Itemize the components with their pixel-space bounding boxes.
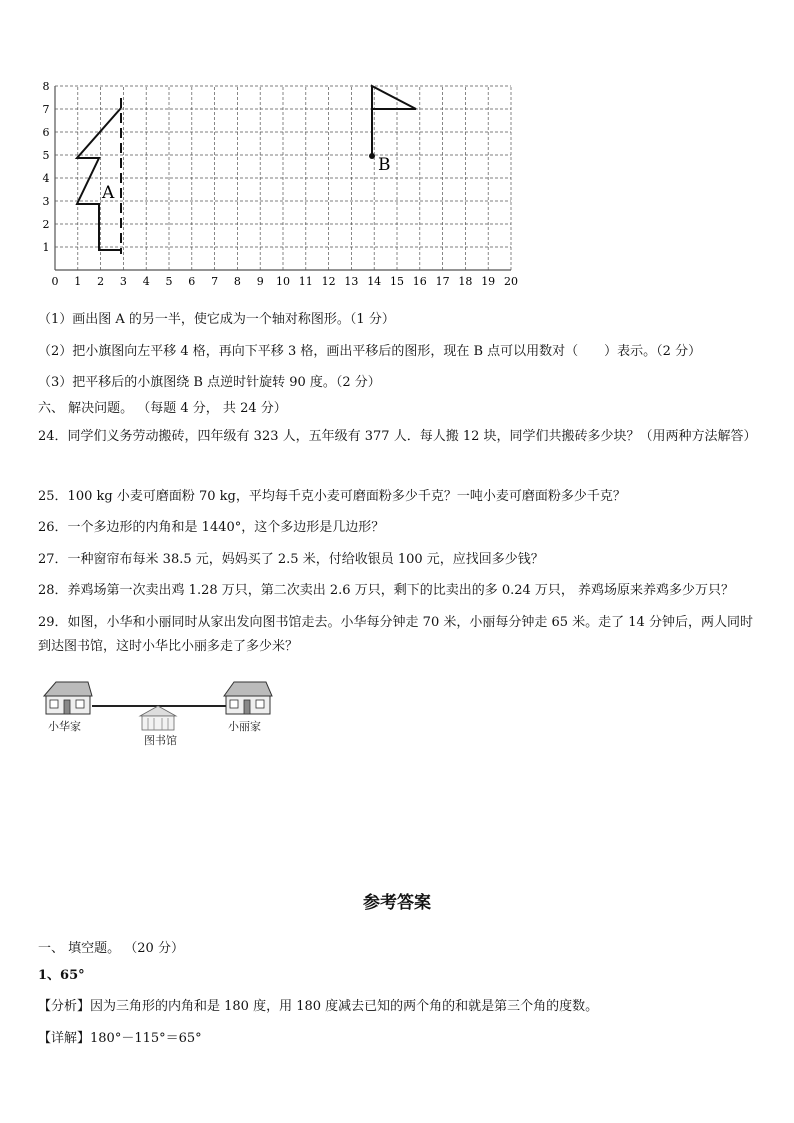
y-tick-label: 5 <box>42 149 50 162</box>
x-tick-label: 19 <box>481 275 496 288</box>
route-illustration <box>40 678 280 750</box>
problem-28: 28．养鸡场第一次卖出鸡 1.28 万只，第二次卖出 2.6 万只，剩下的比卖出的多 0.24 万只， 养鸡场原来养鸡多少万只？ <box>38 583 735 598</box>
x-tick-label: 11 <box>298 275 313 288</box>
x-tick-label: 10 <box>276 275 290 288</box>
problem-29: 29．如图，小华和小丽同时从家出发向图书馆走去。小华每分钟走 70 米，小丽每分钟走 65 米。走了 14 分钟后，两人同时到达图书馆，这时小华比小丽多走了多少米？ <box>38 615 753 654</box>
x-tick-label: 3 <box>119 275 127 288</box>
point-b-label: B <box>378 155 391 175</box>
answers-title: 参考答案 <box>363 893 431 913</box>
x-tick-label: 12 <box>321 275 336 288</box>
question-1: （1）画出图 A 的另一半，使它成为一个轴对称图形。（1 分） <box>38 312 395 327</box>
y-axis-ticks <box>43 80 50 254</box>
answer-1: 1、65° <box>38 968 85 983</box>
point-b <box>369 153 375 159</box>
house-icon-right <box>224 682 272 714</box>
house-icon-left <box>44 682 92 714</box>
label-library: 图书馆 <box>144 734 177 747</box>
x-tick-label: 20 <box>504 275 518 288</box>
x-tick-label: 5 <box>165 275 173 288</box>
flag-figure <box>372 86 416 156</box>
x-tick-label: 7 <box>211 275 219 288</box>
x-tick-label: 15 <box>390 275 404 288</box>
x-axis-ticks <box>52 275 519 288</box>
answer-1-analysis: 【分析】因为三角形的内角和是 180 度，用 180 度减去已知的两个角的和就是第三个角的度数。 <box>38 999 599 1014</box>
x-tick-label: 4 <box>142 275 150 288</box>
answers-section-1: 一、 填空题。 （20 分） <box>38 941 184 956</box>
library-icon <box>140 706 176 730</box>
y-tick-label: 4 <box>42 172 50 185</box>
x-tick-label: 16 <box>412 275 427 288</box>
question-2: （2）把小旗图向左平移 4 格，再向下平移 3 格，画出平移后的图形，现在 B 点可以用数对（ ）表示。（2 分） <box>38 344 702 359</box>
x-tick-label: 14 <box>367 275 382 288</box>
coordinate-grid <box>34 80 524 290</box>
x-tick-label: 17 <box>435 275 450 288</box>
question-3: （3）把平移后的小旗图绕 B 点逆时针旋转 90 度。（2 分） <box>38 375 381 390</box>
x-tick-label: 8 <box>233 275 241 288</box>
figure-a-label: A <box>102 183 115 203</box>
x-tick-label: 18 <box>458 275 473 288</box>
section-6-heading: 六、 解决问题。 （每题 4 分， 共 24 分） <box>38 401 287 416</box>
problem-24: 24．同学们义务劳动搬砖，四年级有 323 人，五年级有 377 人．每人搬 12 块，同学们共搬砖多少块？（用两种方法解答） <box>38 429 757 444</box>
x-tick-label: 1 <box>74 275 82 288</box>
y-tick-label: 8 <box>42 80 50 93</box>
x-tick-label: 9 <box>256 275 264 288</box>
x-tick-label: 0 <box>51 275 59 288</box>
y-tick-label: 1 <box>42 241 50 254</box>
x-tick-label: 6 <box>188 275 196 288</box>
problem-27: 27．一种窗帘布每米 38.5 元，妈妈买了 2.5 米，付给收银员 100 元，应找回多少钱？ <box>38 552 544 567</box>
y-tick-label: 3 <box>42 195 50 208</box>
y-tick-label: 7 <box>42 103 50 116</box>
y-tick-label: 6 <box>42 126 50 139</box>
x-tick-label: 13 <box>344 275 359 288</box>
label-home-left: 小华家 <box>48 720 81 733</box>
figure-a-half <box>77 108 121 250</box>
answer-1-detail: 【详解】180°－115°＝65° <box>38 1031 202 1046</box>
y-tick-label: 2 <box>42 218 50 231</box>
label-home-right: 小丽家 <box>228 720 261 733</box>
problem-26: 26．一个多边形的内角和是 1440°，这个多边形是几边形？ <box>38 520 385 535</box>
grid-lines <box>55 86 511 270</box>
problem-25: 25．100 kg 小麦可磨面粉 70 kg，平均每千克小麦可磨面粉多少千克？一吨小麦可磨面粉多少千克？ <box>38 489 626 504</box>
x-tick-label: 2 <box>97 275 105 288</box>
